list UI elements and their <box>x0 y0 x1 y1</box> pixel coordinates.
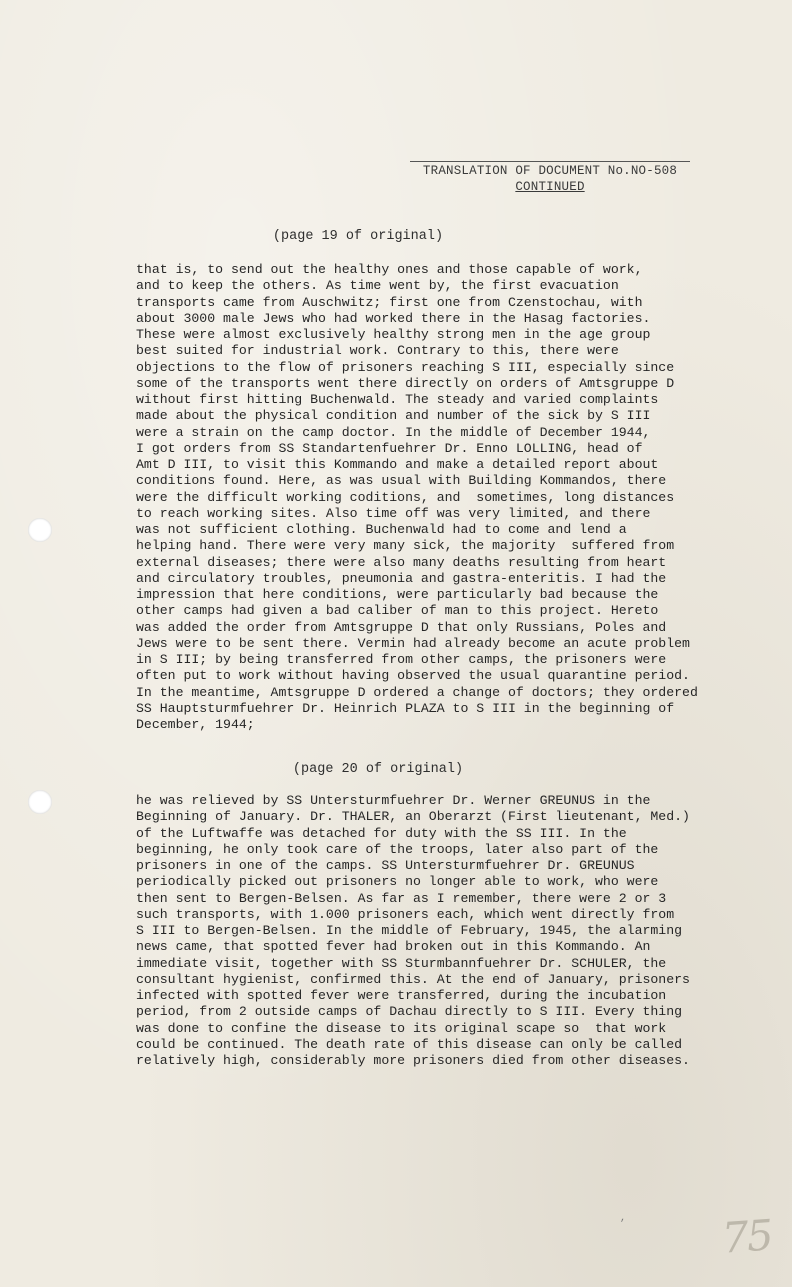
punch-hole <box>28 518 52 542</box>
text-line: in S III; by being transferred from other camps, the prisoners were <box>136 652 667 667</box>
text-line: transports came from Auschwitz; first one from Czenstochau, with <box>136 294 643 310</box>
text-line: These were almost exclusively healthy strong men in the age group <box>136 327 651 342</box>
text-line: to reach working sites. Also time off was very limited, and there <box>136 505 651 521</box>
text-line: were a strain on the camp doctor. In the middle of December 1944, <box>136 424 651 440</box>
text-line: In the meantime, Amtsgruppe D ordered a change of doctors; they ordered <box>136 684 698 700</box>
paragraph-page-20 <box>136 793 716 1069</box>
text-line: helping hand. There were very many sick, the majority suffered from <box>136 538 675 554</box>
text-line: was added the order from Amtsgruppe D that only Russians, Poles and <box>136 619 667 635</box>
stray-mark: , <box>620 1213 627 1224</box>
text-line: infected with spotted fever were transferred, during the incubation <box>136 988 667 1003</box>
text-line: without first hitting Buchenwald. The steady and varied complaints <box>136 392 659 407</box>
text-line: and circulatory troubles, pneumonia and gastra-enteritis. I had the <box>136 570 667 586</box>
text-line: conditions found. Here, as was usual with Building Kommandos, there <box>136 473 667 489</box>
text-line: beginning, he only took care of the troops, later also part of the <box>136 841 659 857</box>
folio-number: 75 <box>720 1210 774 1263</box>
text-line: SS Hauptsturmfuehrer Dr. Heinrich PLAZA to S III in the beginning of <box>136 700 675 716</box>
text-line: prisoners in one of the camps. SS Untersturmfuehrer Dr. GREUNUS <box>136 858 635 873</box>
text-line: and to keep the others. As time went by, the first evacuation <box>136 278 619 294</box>
text-line: he was relieved by SS Untersturmfuehrer Dr. Werner GREUNUS in the <box>136 793 651 808</box>
text-line: best suited for industrial work. Contrary to this, there were <box>136 343 619 359</box>
text-line: period, from 2 outside camps of Dachau directly to S III. Every thing <box>136 1004 683 1020</box>
text-line: Beginning of January. Dr. THALER, an Oberarzt (First lieutenant, Med.) <box>136 809 690 825</box>
text-line: was not sufficient clothing. Buchenwald had to come and lend a <box>136 522 627 537</box>
text-line: impression that here conditions, were particularly bad because the <box>136 587 659 602</box>
paragraph-page-19 <box>136 262 716 733</box>
text-line: often put to work without having observed the usual quarantine period. <box>136 668 690 684</box>
text-line: periodically picked out prisoners no longer able to work, who were <box>136 874 659 890</box>
text-line: that is, to send out the healthy ones and those capable of work, <box>136 262 643 277</box>
text-line: I got orders from SS Standartenfuehrer Dr. Enno LOLLING, head of <box>136 440 643 456</box>
text-line: immediate visit, together with SS Sturmbannfuehrer Dr. SCHULER, the <box>136 955 667 971</box>
text-line: Jews were to be sent there. Vermin had already become an acute problem <box>136 635 690 651</box>
text-line: objections to the flow of prisoners reaching S III, especially since <box>136 359 675 375</box>
text-line: external diseases; there were also many deaths resulting from heart <box>136 554 667 570</box>
document-header <box>410 161 690 194</box>
text-line: was done to confine the disease to its original scape so that work <box>136 1020 667 1036</box>
text-line: relatively high, considerably more prisoners died from other diseases. <box>136 1053 690 1068</box>
text-line: such transports, with 1.000 prisoners each, which went directly from <box>136 906 675 922</box>
text-line: consultant hygienist, confirmed this. At the end of January, prisoners <box>136 971 690 987</box>
text-line: of the Luftwaffe was detached for duty with the SS III. In the <box>136 825 627 841</box>
text-line: made about the physical condition and number of the sick by S III <box>136 408 651 424</box>
text-line: S III to Bergen-Belsen. In the middle of February, 1945, the alarming <box>136 923 683 938</box>
text-line: about 3000 male Jews who had worked there in the Hasag factories. <box>136 310 651 326</box>
text-line: could be continued. The death rate of this disease can only be called <box>136 1036 683 1052</box>
page-reference-20: (page 20 of original) <box>292 762 464 777</box>
text-line: other camps had given a bad caliber of man to this project. Hereto <box>136 603 659 619</box>
text-line: were the difficult working coditions, and sometimes, long distances <box>136 489 675 505</box>
text-line: some of the transports went there directly on orders of Amtsgruppe D <box>136 375 675 391</box>
page-reference-19: (page 19 of original) <box>272 229 444 244</box>
punch-hole <box>28 790 52 814</box>
text-line: then sent to Bergen-Belsen. As far as I remember, there were 2 or 3 <box>136 890 667 906</box>
text-line: December, 1944; <box>136 717 255 732</box>
text-line: Amt D III, to visit this Kommando and make a detailed report about <box>136 457 659 472</box>
text-line: news came, that spotted fever had broken out in this Kommando. An <box>136 939 651 955</box>
header-title: TRANSLATION OF DOCUMENT No.NO-508 <box>410 161 690 178</box>
header-continued: CONTINUED <box>515 180 585 194</box>
